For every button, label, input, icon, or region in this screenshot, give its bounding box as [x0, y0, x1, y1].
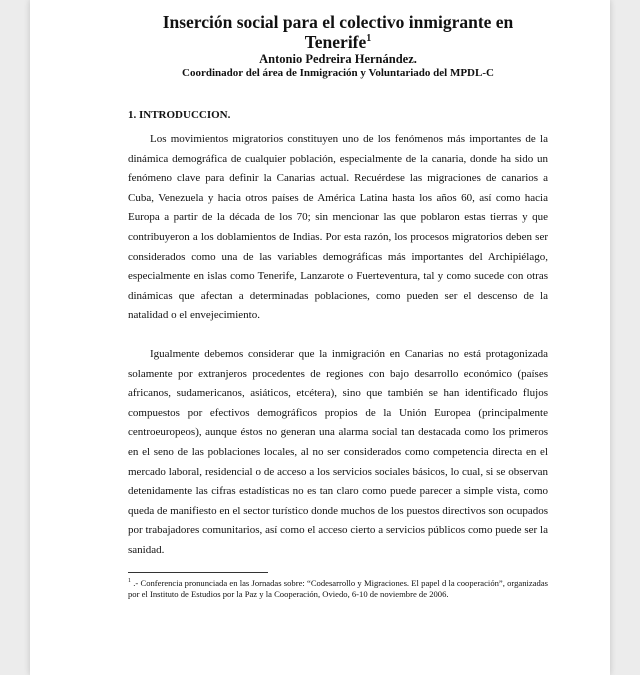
paragraph-1: Los movimientos migratorios constituyen uno de los fenómenos más importantes de la dinámica demográfica de cualquier población, especialmente de la canaria, donde ha sido un fenómeno clave para definir la Canarias actual. Recuérdese las migraciones de canarios a Cuba, Venezuela y hacia otros países de América Latina hasta los años 60, así como hacia Europa a partir de la década de los 70; sin mencionar las que poblaron estas tierras y que contribuyeron a los doblamientos de Indias. Por esta razón, los procesos migratorios deben ser considerados como una de las variables demográficas más importantes del Archipiélago, especialmente en islas como Tenerife, Lanzarote o Fuerteventura, tal y como sucede con otras dinámicas que afectan a determinadas poblaciones, como pueden ser el descenso de la natalidad o el envejecimiento. [128, 133, 548, 322]
document-title [128, 12, 548, 52]
title-footnote-marker[interactable]: 1 [366, 33, 372, 44]
section-heading: 1. INTRODUCCION. [128, 109, 231, 121]
document-page [30, 0, 610, 675]
footnote-divider [128, 572, 268, 573]
author-name: Antonio Pedreira Hernández. [259, 52, 417, 66]
paragraph-2: Igualmente debemos considerar que la inmigración en Canarias no está protagonizada solamente por extranjeros procedentes de regiones con bajo desarrollo económico (países africanos, sudamericanos, asiáticos, etcétera), sino que también se han identificado flujos compuestos por efectivos demográficos propios de la Unión Europea (principalmente centroeuropeos), aunque éstos no generan una alarma social tan destacada como los primeros en el seno de las poblaciones locales, al no ser considerados como competencia directa en el mercado laboral, residencial o de acceso a los servicios sociales básicos, lo cual, si se observan detenidamente las cifras estadísticas no es tan claro como puede parecer a simple vista, como queda de manifiesto en el sector turístico donde muchos de los puestos directivos son ocupados por trabajadores comunitarios, así como el acceso cierto a servicios públicos como puede ser la sanidad. [128, 347, 548, 556]
footnote-marker: 1 [128, 578, 131, 585]
title-line-2: Tenerife [304, 32, 367, 52]
author-affiliation: Coordinador del área de Inmigración y Voluntariado del MPDL-C [182, 67, 494, 79]
title-line-1: Inserción social para el colectivo inmigrante en [162, 12, 514, 32]
footnote-text: .- Conferencia pronunciada en las Jornadas sobre: “Codesarrollo y Migraciones. El papel d la cooperación”, organizadas por el Instituto de Estudios por la Paz y la Cooperación, Oviedo, 6-10 de noviembre de 2006. [128, 578, 548, 600]
page-content [128, 12, 548, 600]
footnote [128, 576, 548, 600]
